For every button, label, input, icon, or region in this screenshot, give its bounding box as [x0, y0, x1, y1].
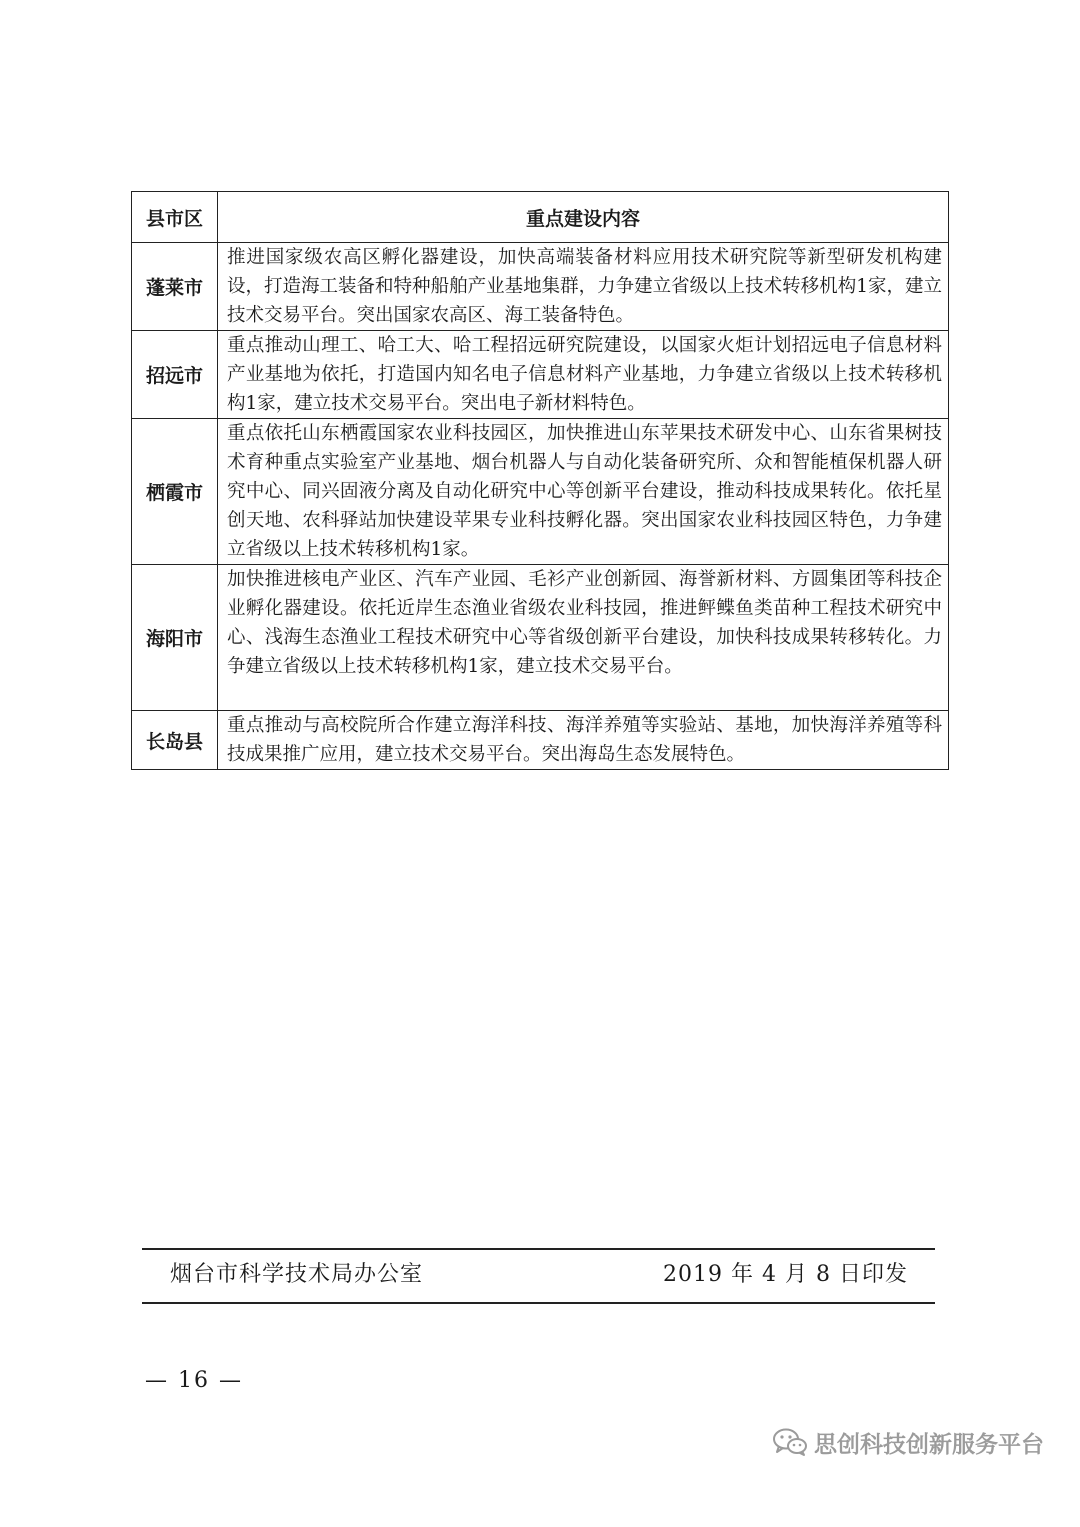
- content-cell: 重点依托山东栖霞国家农业科技园区，加快推进山东苹果技术研发中心、山东省果树技术育种重点实验室产业基地、烟台机器人与自动化装备研究所、众和智能植保机器人研究中心、同兴固液分离及自动化研究中心等创新平台建设，推动科技成果转化。依托星创天地、农科驿站加快建设苹果专业科技孵化器。突出国家农业科技园区特色，力争建立省级以上技术转移机构1家。: [218, 419, 949, 565]
- issue-date: 2019 年 4 月 8 日印发: [663, 1262, 908, 1287]
- page-number: — 16 —: [145, 1368, 243, 1393]
- content-cell: 加快推进核电产业区、汽车产业园、毛衫产业创新园、海誉新材料、方圆集团等科技企业孵化器建设。依托近岸生态渔业省级农业科技园，推进鲆鲽鱼类苗种工程技术研究中心、浅海生态渔业工程技术研究中心等省级创新平台建设，加快科技成果转移转化。力争建立省级以上技术转移机构1家，建立技术交易平台。: [218, 565, 949, 711]
- footer-divider-top: [142, 1248, 935, 1250]
- county-cell: 长岛县: [132, 711, 218, 770]
- county-cell: 栖霞市: [132, 419, 218, 565]
- footer-divider-bottom: [142, 1302, 935, 1304]
- watermark: [772, 1422, 1044, 1462]
- table-row: [132, 331, 949, 419]
- table-header-row: [132, 192, 949, 243]
- table-row: [132, 565, 949, 711]
- content-cell: 重点推动与高校院所合作建立海洋科技、海洋养殖等实验站、基地，加快海洋养殖等科技成果推广应用，建立技术交易平台。突出海岛生态发展特色。: [218, 711, 949, 770]
- content-cell: 推进国家级农高区孵化器建设，加快高端装备材料应用技术研究院等新型研发机构建设，打造海工装备和特种船舶产业基地集群，力争建立省级以上技术转移机构1家，建立技术交易平台。突出国家农高区、海工装备特色。: [218, 243, 949, 331]
- wechat-icon: [772, 1427, 808, 1457]
- table-row: [132, 419, 949, 565]
- header-county: 县市区: [132, 192, 218, 243]
- header-content: 重点建设内容: [218, 192, 949, 243]
- county-cell: 海阳市: [132, 565, 218, 711]
- table-row: [132, 243, 949, 331]
- watermark-text: 思创科技创新服务平台: [814, 1431, 1044, 1458]
- county-cell: 蓬莱市: [132, 243, 218, 331]
- table-row: [132, 711, 949, 770]
- issuer-name: 烟台市科学技术局办公室: [170, 1262, 424, 1287]
- construction-content-table: [131, 191, 949, 770]
- county-cell: 招远市: [132, 331, 218, 419]
- content-cell: 重点推动山理工、哈工大、哈工程招远研究院建设，以国家火炬计划招远电子信息材料产业基地为依托，打造国内知名电子信息材料产业基地，力争建立省级以上技术转移机构1家，建立技术交易平台。突出电子新材料特色。: [218, 331, 949, 419]
